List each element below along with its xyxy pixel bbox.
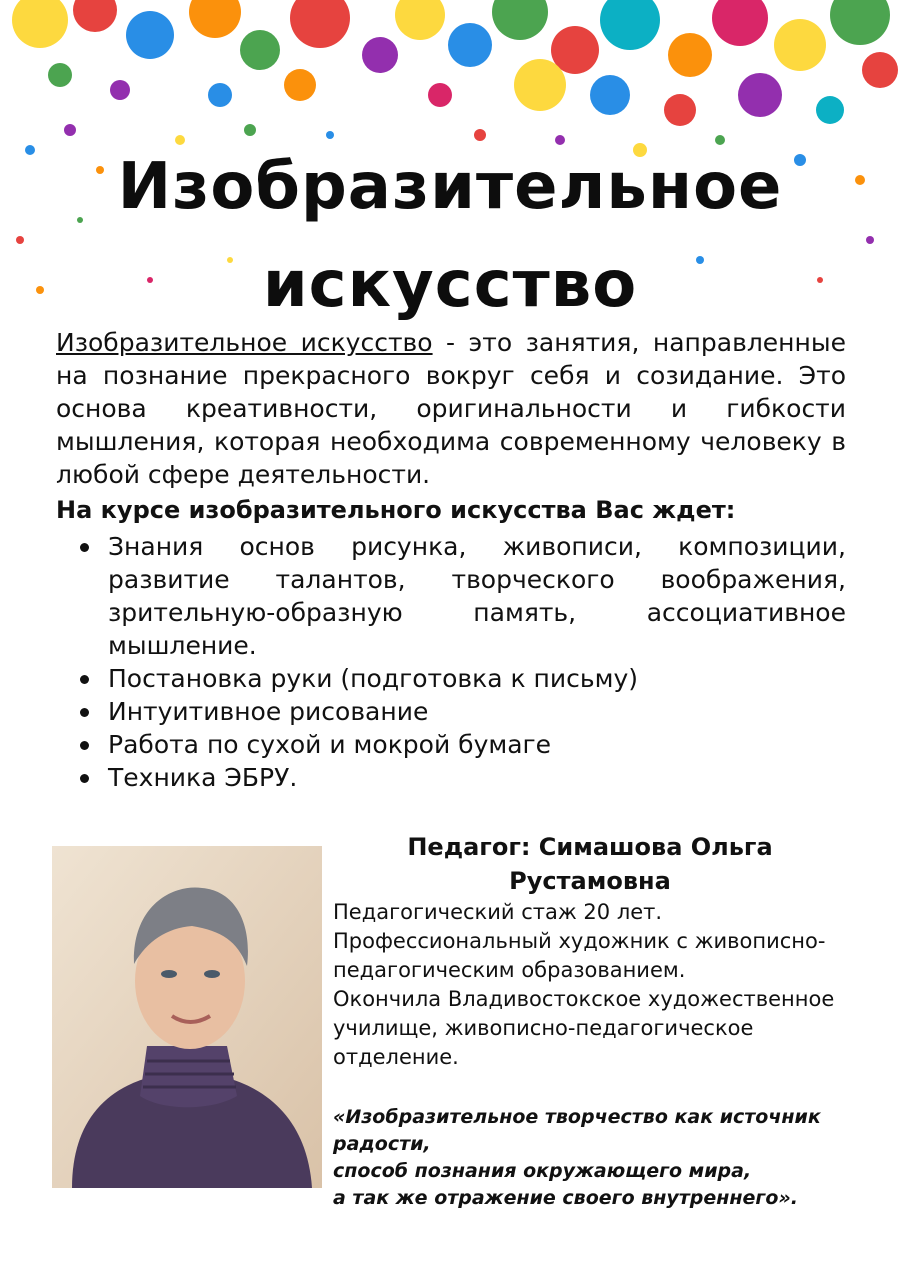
page-title (0, 138, 900, 334)
quote-line: способ познания окружающего мира, (333, 1160, 752, 1182)
course-list-item (108, 761, 846, 794)
course-list-item (108, 662, 846, 695)
intro-text: - это занятия, направленные на познание прекрасного вокруг себя и созидание. Это основа креативности, оригинальности и гибкости мышления, которая необходима современному человеку в любой сфере деятельности. (56, 328, 846, 489)
bullet-icon (80, 708, 89, 717)
teacher-quote (333, 1104, 853, 1212)
course-item-text: Знания основ рисунка, живописи, композиции, развитие талантов, творческого воображения, зрительную-образную память, ассоциативное мышление. (108, 532, 846, 660)
teacher-name: Педагог: Симашова Ольга Рустамовна (407, 833, 773, 895)
course-list-item (108, 728, 846, 761)
bullet-icon (80, 543, 89, 552)
bullet-icon (80, 675, 89, 684)
teacher-photo (52, 846, 322, 1188)
quote-line: а так же отражение своего внутреннего». (333, 1187, 798, 1209)
bullet-icon (80, 741, 89, 750)
course-list (108, 530, 846, 794)
teacher-bio (333, 898, 853, 1072)
bullet-icon (80, 774, 89, 783)
course-list-item (108, 695, 846, 728)
title-line-2: искусство (262, 248, 638, 322)
course-item-text: Интуитивное рисование (108, 697, 429, 726)
bio-line: Окончила Владивостокское художественное училище, живописно-педагогическое отделение. (333, 987, 835, 1069)
course-item-text: Техника ЭБРУ. (108, 763, 298, 792)
course-item-text: Постановка руки (подготовка к письму) (108, 664, 639, 693)
course-item-text: Работа по сухой и мокрой бумаге (108, 730, 552, 759)
teacher-portrait-illustration (52, 846, 322, 1188)
intro-paragraph (56, 326, 846, 491)
bio-line: Педагогический стаж 20 лет. (333, 900, 663, 924)
quote-line: «Изобразительное творчество как источник радости, (333, 1106, 821, 1155)
bio-line: Профессиональный художник с живописно-педагогическим образованием. (333, 929, 826, 982)
title-line-1: Изобразительное (117, 150, 783, 224)
intro-term: Изобразительное искусство (56, 328, 433, 357)
course-heading: На курсе изобразительного искусства Вас ждет: (56, 496, 736, 524)
course-list-item (108, 530, 846, 662)
